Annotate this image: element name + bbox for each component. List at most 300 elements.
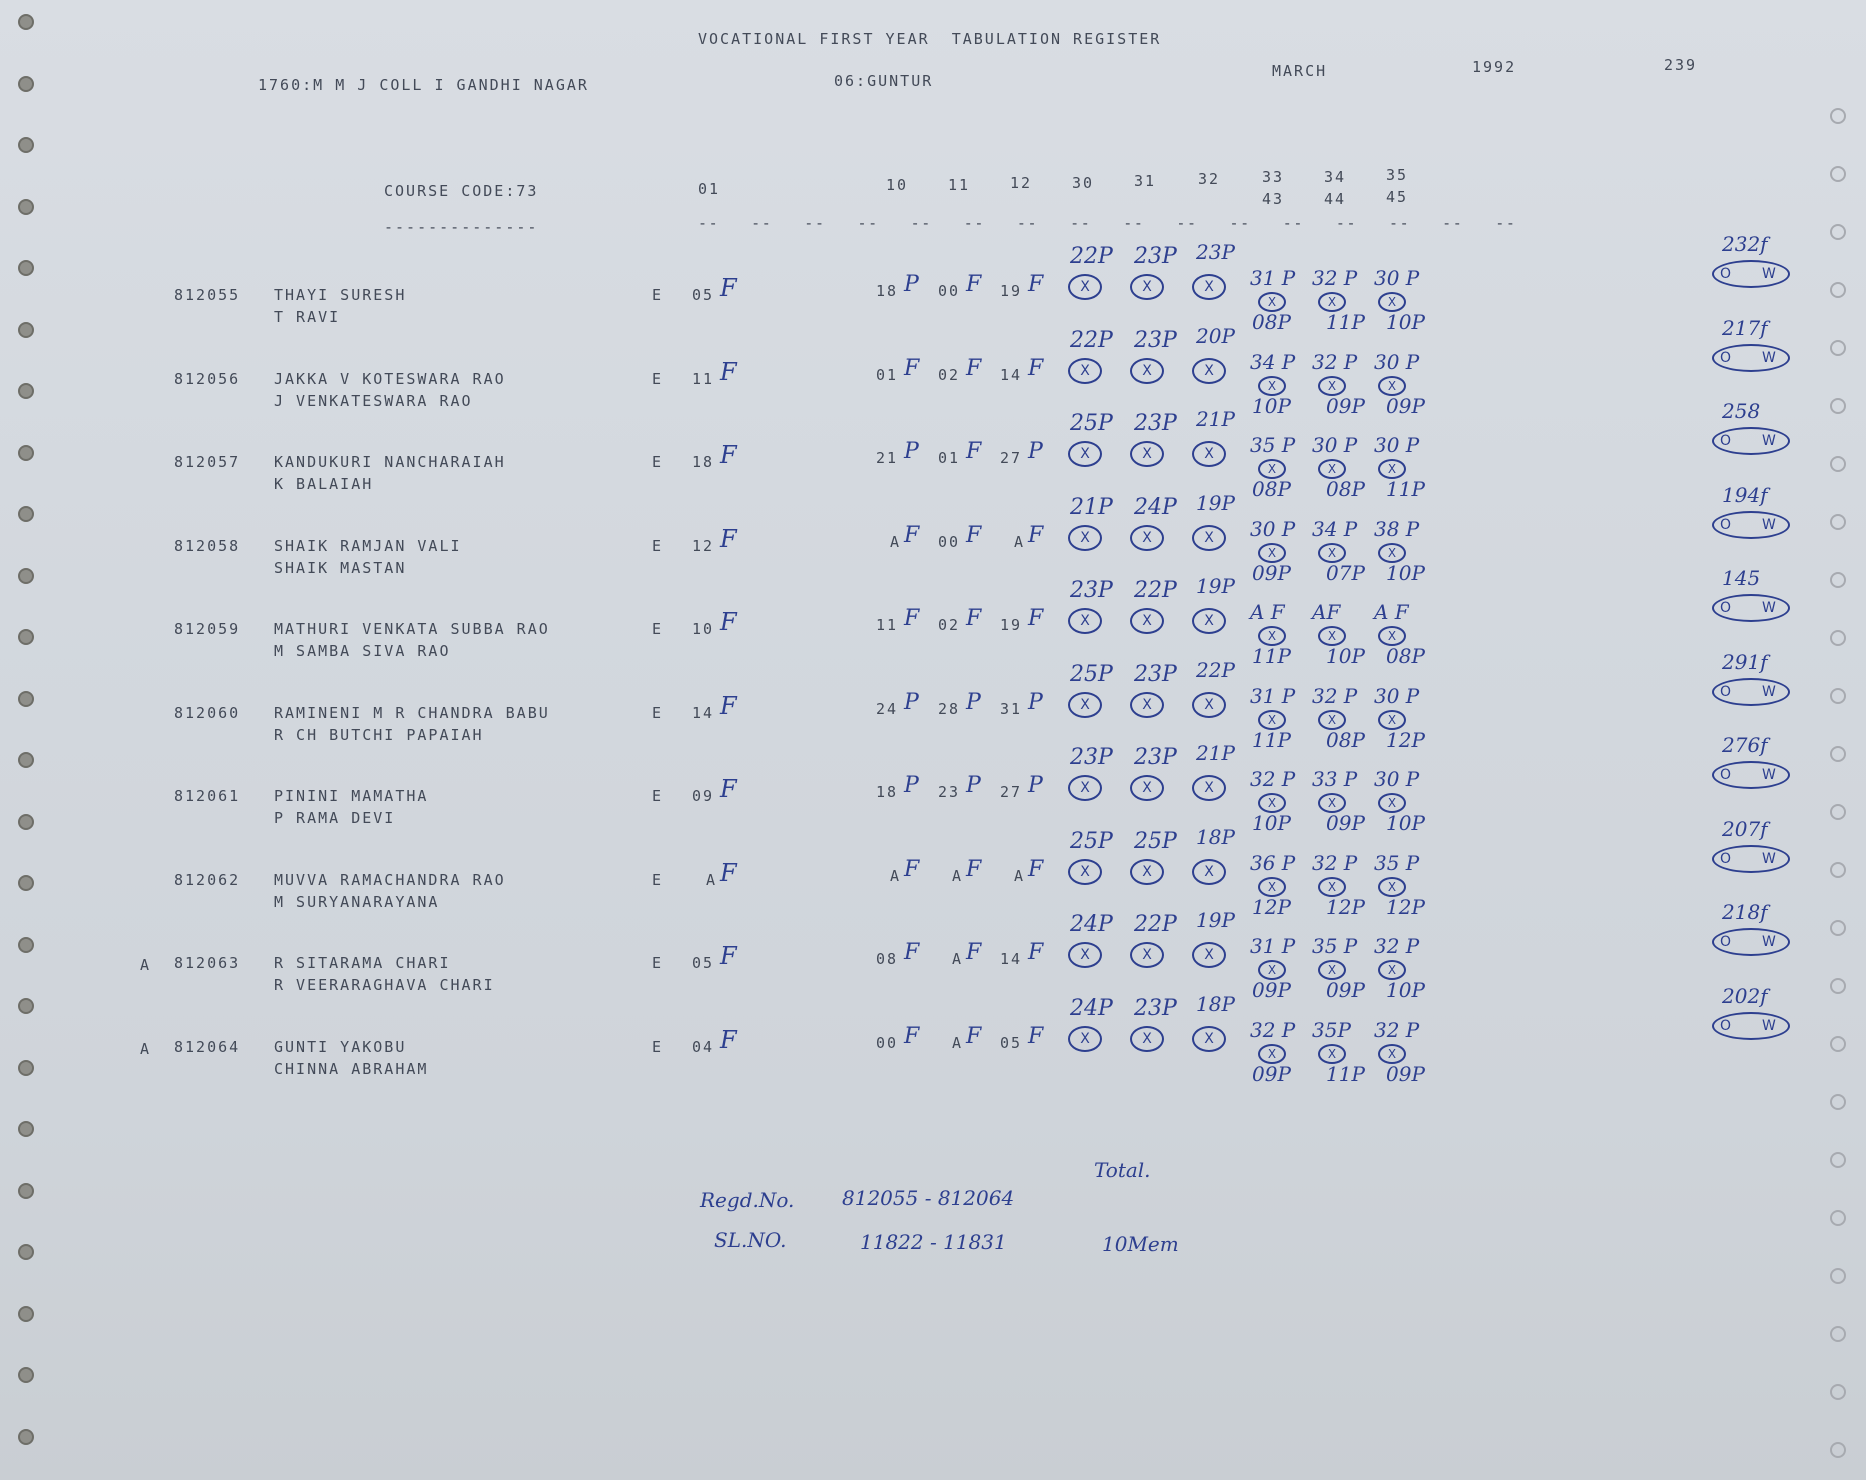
oval-mark-w: W: [1762, 767, 1776, 783]
category: E: [652, 870, 664, 889]
punch-hole: [18, 875, 34, 891]
practical-35: 38 P: [1374, 516, 1420, 541]
theory-31: 23P: [1134, 244, 1177, 269]
practical-44: 12P: [1326, 894, 1365, 919]
student-name: KANDUKURI NANCHARAIAH: [274, 453, 506, 471]
circled-mark: X: [1378, 543, 1406, 563]
page-number: 239: [1664, 56, 1698, 74]
registration-number: 812059: [174, 620, 241, 638]
punch-hole: [1830, 1094, 1846, 1110]
category: E: [652, 286, 664, 304]
circled-mark: X: [1130, 859, 1164, 885]
mark-12: A: [1014, 532, 1026, 551]
punch-hole: [1830, 1210, 1846, 1226]
practical-44: 11P: [1326, 1061, 1365, 1086]
practical-44: 11P: [1326, 310, 1365, 334]
result-11: F: [966, 1023, 982, 1049]
oval-mark-o: O: [1720, 349, 1732, 366]
total-oval: [1712, 761, 1790, 789]
result-11: P: [966, 773, 981, 798]
practical-45: 09P: [1386, 1061, 1425, 1086]
result-10: P: [904, 272, 919, 297]
punch-hole: [18, 937, 34, 953]
punch-hole: [18, 1183, 34, 1199]
registration-number: 812064: [174, 1037, 241, 1056]
regd-label: Regd.No.: [700, 1188, 795, 1212]
practical-45: 10P: [1386, 560, 1425, 585]
circled-mark: X: [1068, 358, 1102, 384]
punch-hole: [1830, 862, 1846, 878]
theory-31: 23P: [1134, 661, 1177, 687]
row-total: 258: [1722, 399, 1761, 423]
practical-45: 12P: [1386, 894, 1425, 919]
result-12: F: [1028, 272, 1044, 297]
col-31: 31: [1134, 172, 1157, 190]
punch-hole: [18, 506, 34, 522]
result-01: F: [720, 775, 737, 803]
total-oval: [1712, 344, 1790, 372]
circled-mark: X: [1318, 543, 1346, 563]
result-11: F: [966, 856, 982, 882]
theory-31: 23P: [1134, 745, 1177, 770]
mark-11: A: [952, 866, 964, 885]
practical-34: 30 P: [1312, 433, 1358, 457]
circled-mark: X: [1130, 692, 1164, 718]
practical-34: 34 P: [1312, 516, 1358, 541]
theory-32: 19P: [1196, 490, 1235, 515]
circled-mark: X: [1378, 626, 1406, 646]
punch-hole: [18, 1306, 34, 1322]
punch-hole: [1830, 1268, 1846, 1284]
col-32: 32: [1198, 170, 1221, 188]
category: E: [652, 536, 664, 555]
mark-10: 18: [876, 282, 899, 300]
theory-31: 22P: [1134, 912, 1177, 937]
practical-43: 09P: [1252, 1061, 1291, 1086]
circled-mark: X: [1318, 877, 1346, 897]
circled-mark: X: [1192, 274, 1226, 300]
punch-hole: [18, 1060, 34, 1076]
row-total: 232f: [1722, 232, 1768, 256]
result-12: F: [1028, 606, 1044, 631]
tractor-holes-left: [10, 0, 50, 1480]
punch-hole: [1830, 282, 1846, 298]
punch-hole: [1830, 514, 1846, 530]
col-35: 35: [1386, 166, 1409, 184]
circled-mark: X: [1192, 441, 1226, 467]
practical-33: 31 P: [1250, 683, 1296, 708]
circled-mark: X: [1130, 358, 1164, 384]
oval-mark-o: O: [1720, 433, 1732, 449]
registration-number: 812057: [174, 453, 241, 471]
theory-30: 24P: [1070, 912, 1113, 937]
punch-hole: [1830, 978, 1846, 994]
circled-mark: X: [1318, 710, 1346, 730]
circled-mark: X: [1192, 859, 1226, 885]
student-name: MUVVA RAMACHANDRA RAO: [274, 870, 506, 889]
row-total: 207f: [1722, 816, 1768, 841]
oval-mark-o: O: [1720, 1017, 1732, 1034]
guardian-name: R CH BUTCHI PAPAIAH: [274, 725, 484, 744]
guardian-name: K BALAIAH: [274, 475, 374, 493]
circled-mark: X: [1318, 459, 1346, 479]
punch-hole: [1830, 108, 1846, 124]
tractor-holes-right: [1816, 0, 1856, 1480]
result-11: F: [966, 272, 982, 297]
theory-32: 20P: [1196, 323, 1235, 348]
circled-mark: X: [1068, 775, 1102, 801]
mark-10: 08: [876, 950, 899, 968]
mark-12: 27: [1000, 783, 1023, 801]
col-01: 01: [698, 180, 721, 198]
circled-mark: X: [1258, 1044, 1286, 1064]
total-oval: [1712, 678, 1790, 706]
punch-hole: [18, 814, 34, 830]
circled-mark: X: [1318, 1044, 1346, 1064]
member-count: 10Mem: [1102, 1232, 1179, 1256]
result-10: P: [904, 689, 919, 715]
result-10: P: [904, 773, 919, 798]
mark-10: A: [890, 532, 902, 551]
district: 06:GUNTUR: [834, 72, 934, 90]
row-total: 145: [1722, 566, 1761, 590]
mark-01: 05: [692, 954, 715, 972]
circled-mark: X: [1068, 692, 1102, 718]
practical-44: 09P: [1326, 978, 1365, 1002]
circled-mark: X: [1258, 793, 1286, 813]
circled-mark: X: [1068, 525, 1102, 551]
practical-35: 32 P: [1374, 1017, 1420, 1042]
circled-mark: X: [1258, 710, 1286, 730]
mark-12: 14: [1000, 365, 1023, 384]
circled-mark: X: [1130, 608, 1164, 634]
result-10: F: [904, 940, 920, 965]
practical-33: 31 P: [1250, 934, 1296, 958]
circled-mark: X: [1318, 626, 1346, 646]
mark-12: 31: [1000, 699, 1023, 718]
theory-30: 23P: [1070, 578, 1113, 603]
practical-35: 35 P: [1374, 850, 1420, 875]
punch-hole: [18, 629, 34, 645]
circled-mark: X: [1068, 274, 1102, 300]
result-01: F: [720, 942, 737, 970]
punch-hole: [1830, 630, 1846, 646]
punch-hole: [18, 691, 34, 707]
oval-mark-o: O: [1720, 266, 1732, 282]
circled-mark: X: [1258, 960, 1286, 980]
student-name: SHAIK RAMJAN VALI: [274, 536, 462, 555]
result-12: F: [1028, 1023, 1044, 1049]
result-10: F: [904, 856, 920, 882]
college-name: 1760:M M J COLL I GANDHI NAGAR: [258, 76, 589, 94]
practical-33: A F: [1250, 600, 1285, 624]
practical-35: 30 P: [1374, 433, 1420, 457]
exam-year: 1992: [1472, 58, 1517, 76]
circled-mark: X: [1258, 292, 1286, 312]
practical-43: 09P: [1252, 560, 1291, 585]
student-name: JAKKA V KOTESWARA RAO: [274, 369, 506, 388]
col-10: 10: [886, 176, 909, 194]
result-12: P: [1028, 439, 1043, 464]
circled-mark: X: [1130, 274, 1164, 300]
registration-number: 812061: [174, 787, 241, 805]
practical-34: 32 P: [1312, 683, 1358, 708]
mark-10: 11: [876, 616, 899, 634]
practical-34: 33 P: [1312, 767, 1358, 791]
circled-mark: X: [1258, 376, 1286, 396]
theory-32: 21P: [1196, 407, 1235, 431]
mark-01: 12: [692, 536, 715, 555]
registration-number: 812063: [174, 954, 241, 972]
result-12: F: [1028, 856, 1044, 882]
row-flag: A: [140, 1039, 152, 1058]
mark-01: 04: [692, 1037, 715, 1056]
circled-mark: X: [1130, 441, 1164, 467]
total-oval: [1712, 260, 1790, 288]
practical-34: 32 P: [1312, 850, 1358, 875]
course-code: COURSE CODE:73: [384, 182, 539, 200]
result-11: F: [966, 522, 982, 548]
oval-mark-w: W: [1762, 433, 1776, 449]
oval-mark-w: W: [1762, 516, 1776, 533]
col-11: 11: [948, 176, 971, 194]
theory-32: 19P: [1196, 574, 1235, 598]
oval-mark-w: W: [1762, 683, 1776, 700]
result-10: F: [904, 355, 920, 381]
circled-mark: X: [1130, 525, 1164, 551]
oval-mark-o: O: [1720, 767, 1732, 783]
mark-11: 02: [938, 616, 961, 634]
result-01: F: [720, 524, 737, 553]
practical-44: 09P: [1326, 811, 1365, 835]
result-01: F: [720, 357, 737, 386]
mark-11: 01: [938, 449, 961, 467]
punch-hole: [18, 14, 34, 30]
practical-34: 35P: [1312, 1017, 1351, 1042]
practical-33: 34 P: [1250, 349, 1296, 374]
punch-hole: [18, 260, 34, 276]
category: E: [652, 954, 664, 972]
col-45: 45: [1386, 188, 1409, 206]
practical-43: 08P: [1252, 477, 1291, 501]
col-33: 33: [1262, 168, 1285, 186]
practical-44: 07P: [1326, 560, 1365, 585]
circled-mark: X: [1192, 358, 1226, 384]
circled-mark: X: [1258, 877, 1286, 897]
category: E: [652, 620, 664, 638]
oval-mark-w: W: [1762, 349, 1776, 366]
registration-number: 812060: [174, 703, 241, 722]
mark-11: A: [952, 1033, 964, 1052]
practical-33: 32 P: [1250, 1017, 1296, 1042]
punch-hole: [1830, 1442, 1846, 1458]
result-11: F: [966, 439, 982, 464]
punch-hole: [1830, 340, 1846, 356]
punch-hole: [1830, 398, 1846, 414]
theory-30: 22P: [1070, 244, 1113, 269]
theory-32: 19P: [1196, 908, 1235, 932]
student-name: MATHURI VENKATA SUBBA RAO: [274, 620, 550, 638]
row-total: 217f: [1722, 315, 1768, 340]
mark-12: 19: [1000, 616, 1023, 634]
col-34: 34: [1324, 168, 1347, 186]
practical-43: 10P: [1252, 393, 1291, 418]
circled-mark: X: [1378, 877, 1406, 897]
circled-mark: X: [1258, 543, 1286, 563]
guardian-name: J VENKATESWARA RAO: [274, 391, 473, 410]
registration-number: 812058: [174, 536, 241, 555]
punch-hole: [18, 199, 34, 215]
punch-hole: [18, 1121, 34, 1137]
row-total: 291f: [1722, 649, 1768, 674]
punch-hole: [18, 1367, 34, 1383]
result-10: F: [904, 522, 920, 548]
category: E: [652, 703, 664, 722]
practical-35: 30 P: [1374, 767, 1420, 791]
guardian-name: R VEERARAGHAVA CHARI: [274, 976, 495, 994]
practical-45: 12P: [1386, 727, 1425, 752]
mark-01: A: [706, 870, 718, 889]
practical-43: 08P: [1252, 310, 1291, 334]
mark-12: A: [1014, 866, 1026, 885]
theory-30: 25P: [1070, 828, 1113, 854]
result-10: P: [904, 439, 919, 464]
guardian-name: SHAIK MASTAN: [274, 558, 407, 577]
mark-01: 05: [692, 286, 715, 304]
punch-hole: [18, 322, 34, 338]
punch-hole: [1830, 456, 1846, 472]
col-30: 30: [1072, 174, 1095, 192]
sl-label: SL.NO.: [714, 1228, 787, 1252]
circled-mark: X: [1378, 793, 1406, 813]
practical-43: 12P: [1252, 894, 1291, 919]
practical-34: 35 P: [1312, 934, 1358, 958]
punch-hole: [1830, 224, 1846, 240]
punch-hole: [1830, 688, 1846, 704]
practical-43: 09P: [1252, 978, 1291, 1002]
punch-hole: [18, 1244, 34, 1260]
practical-34: AF: [1312, 600, 1341, 624]
theory-31: 23P: [1134, 411, 1177, 436]
circled-mark: X: [1378, 710, 1406, 730]
result-12: F: [1028, 522, 1044, 548]
circled-mark: X: [1378, 459, 1406, 479]
oval-mark-w: W: [1762, 600, 1776, 616]
circled-mark: X: [1068, 441, 1102, 467]
theory-32: 22P: [1196, 657, 1235, 682]
practical-45: 11P: [1386, 477, 1425, 501]
oval-mark-o: O: [1720, 516, 1732, 533]
punch-hole: [1830, 920, 1846, 936]
punch-hole: [18, 76, 34, 92]
circled-mark: X: [1258, 459, 1286, 479]
circled-mark: X: [1130, 1026, 1164, 1052]
total-oval: [1712, 511, 1790, 539]
student-name: PININI MAMATHA: [274, 787, 429, 805]
result-01: F: [720, 1025, 737, 1054]
guardian-name: M SURYANARAYANA: [274, 892, 440, 911]
mark-12: 27: [1000, 449, 1023, 467]
result-12: P: [1028, 773, 1043, 798]
practical-35: 30 P: [1374, 349, 1420, 374]
result-01: F: [720, 274, 737, 302]
punch-hole: [18, 1429, 34, 1445]
practical-44: 08P: [1326, 727, 1365, 752]
result-12: F: [1028, 355, 1044, 381]
mark-10: 01: [876, 365, 899, 384]
total-label: Total.: [1094, 1158, 1151, 1182]
category: E: [652, 453, 664, 471]
result-11: F: [966, 606, 982, 631]
practical-35: 30 P: [1374, 266, 1420, 290]
mark-10: A: [890, 866, 902, 885]
circled-mark: X: [1130, 942, 1164, 968]
registration-number: 812062: [174, 870, 241, 889]
oval-mark-w: W: [1762, 266, 1776, 282]
theory-30: 22P: [1070, 327, 1113, 353]
circled-mark: X: [1130, 775, 1164, 801]
circled-mark: X: [1192, 608, 1226, 634]
row-total: 202f: [1722, 983, 1768, 1008]
circled-mark: X: [1318, 793, 1346, 813]
circled-mark: X: [1318, 960, 1346, 980]
sl-range: 11822 - 11831: [860, 1230, 1007, 1254]
theory-31: 24P: [1134, 494, 1177, 520]
oval-mark-w: W: [1762, 850, 1776, 867]
row-total: 218f: [1722, 900, 1768, 924]
guardian-name: CHINNA ABRAHAM: [274, 1059, 429, 1078]
regd-range: 812055 - 812064: [842, 1186, 1015, 1210]
theory-32: 23P: [1196, 240, 1235, 264]
practical-35: A F: [1374, 600, 1409, 624]
mark-12: 19: [1000, 282, 1023, 300]
theory-30: 24P: [1070, 995, 1113, 1021]
oval-mark-o: O: [1720, 683, 1732, 700]
circled-mark: X: [1192, 942, 1226, 968]
mark-10: 24: [876, 699, 899, 718]
total-oval: [1712, 845, 1790, 873]
category: E: [652, 369, 664, 388]
circled-mark: X: [1258, 626, 1286, 646]
student-name: GUNTI YAKOBU: [274, 1037, 407, 1056]
mark-01: 11: [692, 369, 715, 388]
practical-33: 36 P: [1250, 850, 1296, 875]
theory-31: 23P: [1134, 327, 1177, 353]
practical-45: 10P: [1386, 978, 1425, 1002]
punch-hole: [1830, 1326, 1846, 1342]
mark-11: A: [952, 950, 964, 968]
circled-mark: X: [1378, 292, 1406, 312]
oval-mark-w: W: [1762, 934, 1776, 950]
mark-01: 18: [692, 453, 715, 471]
punch-hole: [1830, 1036, 1846, 1052]
guardian-name: P RAMA DEVI: [274, 809, 396, 827]
punch-hole: [1830, 746, 1846, 762]
mark-11: 00: [938, 532, 961, 551]
col-44: 44: [1324, 190, 1347, 208]
circled-mark: X: [1068, 608, 1102, 634]
result-01: F: [720, 441, 737, 469]
circled-mark: X: [1068, 1026, 1102, 1052]
student-name: RAMINENI M R CHANDRA BABU: [274, 703, 550, 722]
row-total: 276f: [1722, 733, 1768, 757]
circled-mark: X: [1068, 859, 1102, 885]
result-10: F: [904, 1023, 920, 1049]
theory-30: 21P: [1070, 494, 1113, 520]
result-01: F: [720, 608, 737, 636]
practical-44: 10P: [1326, 644, 1365, 668]
practical-35: 30 P: [1374, 683, 1420, 708]
